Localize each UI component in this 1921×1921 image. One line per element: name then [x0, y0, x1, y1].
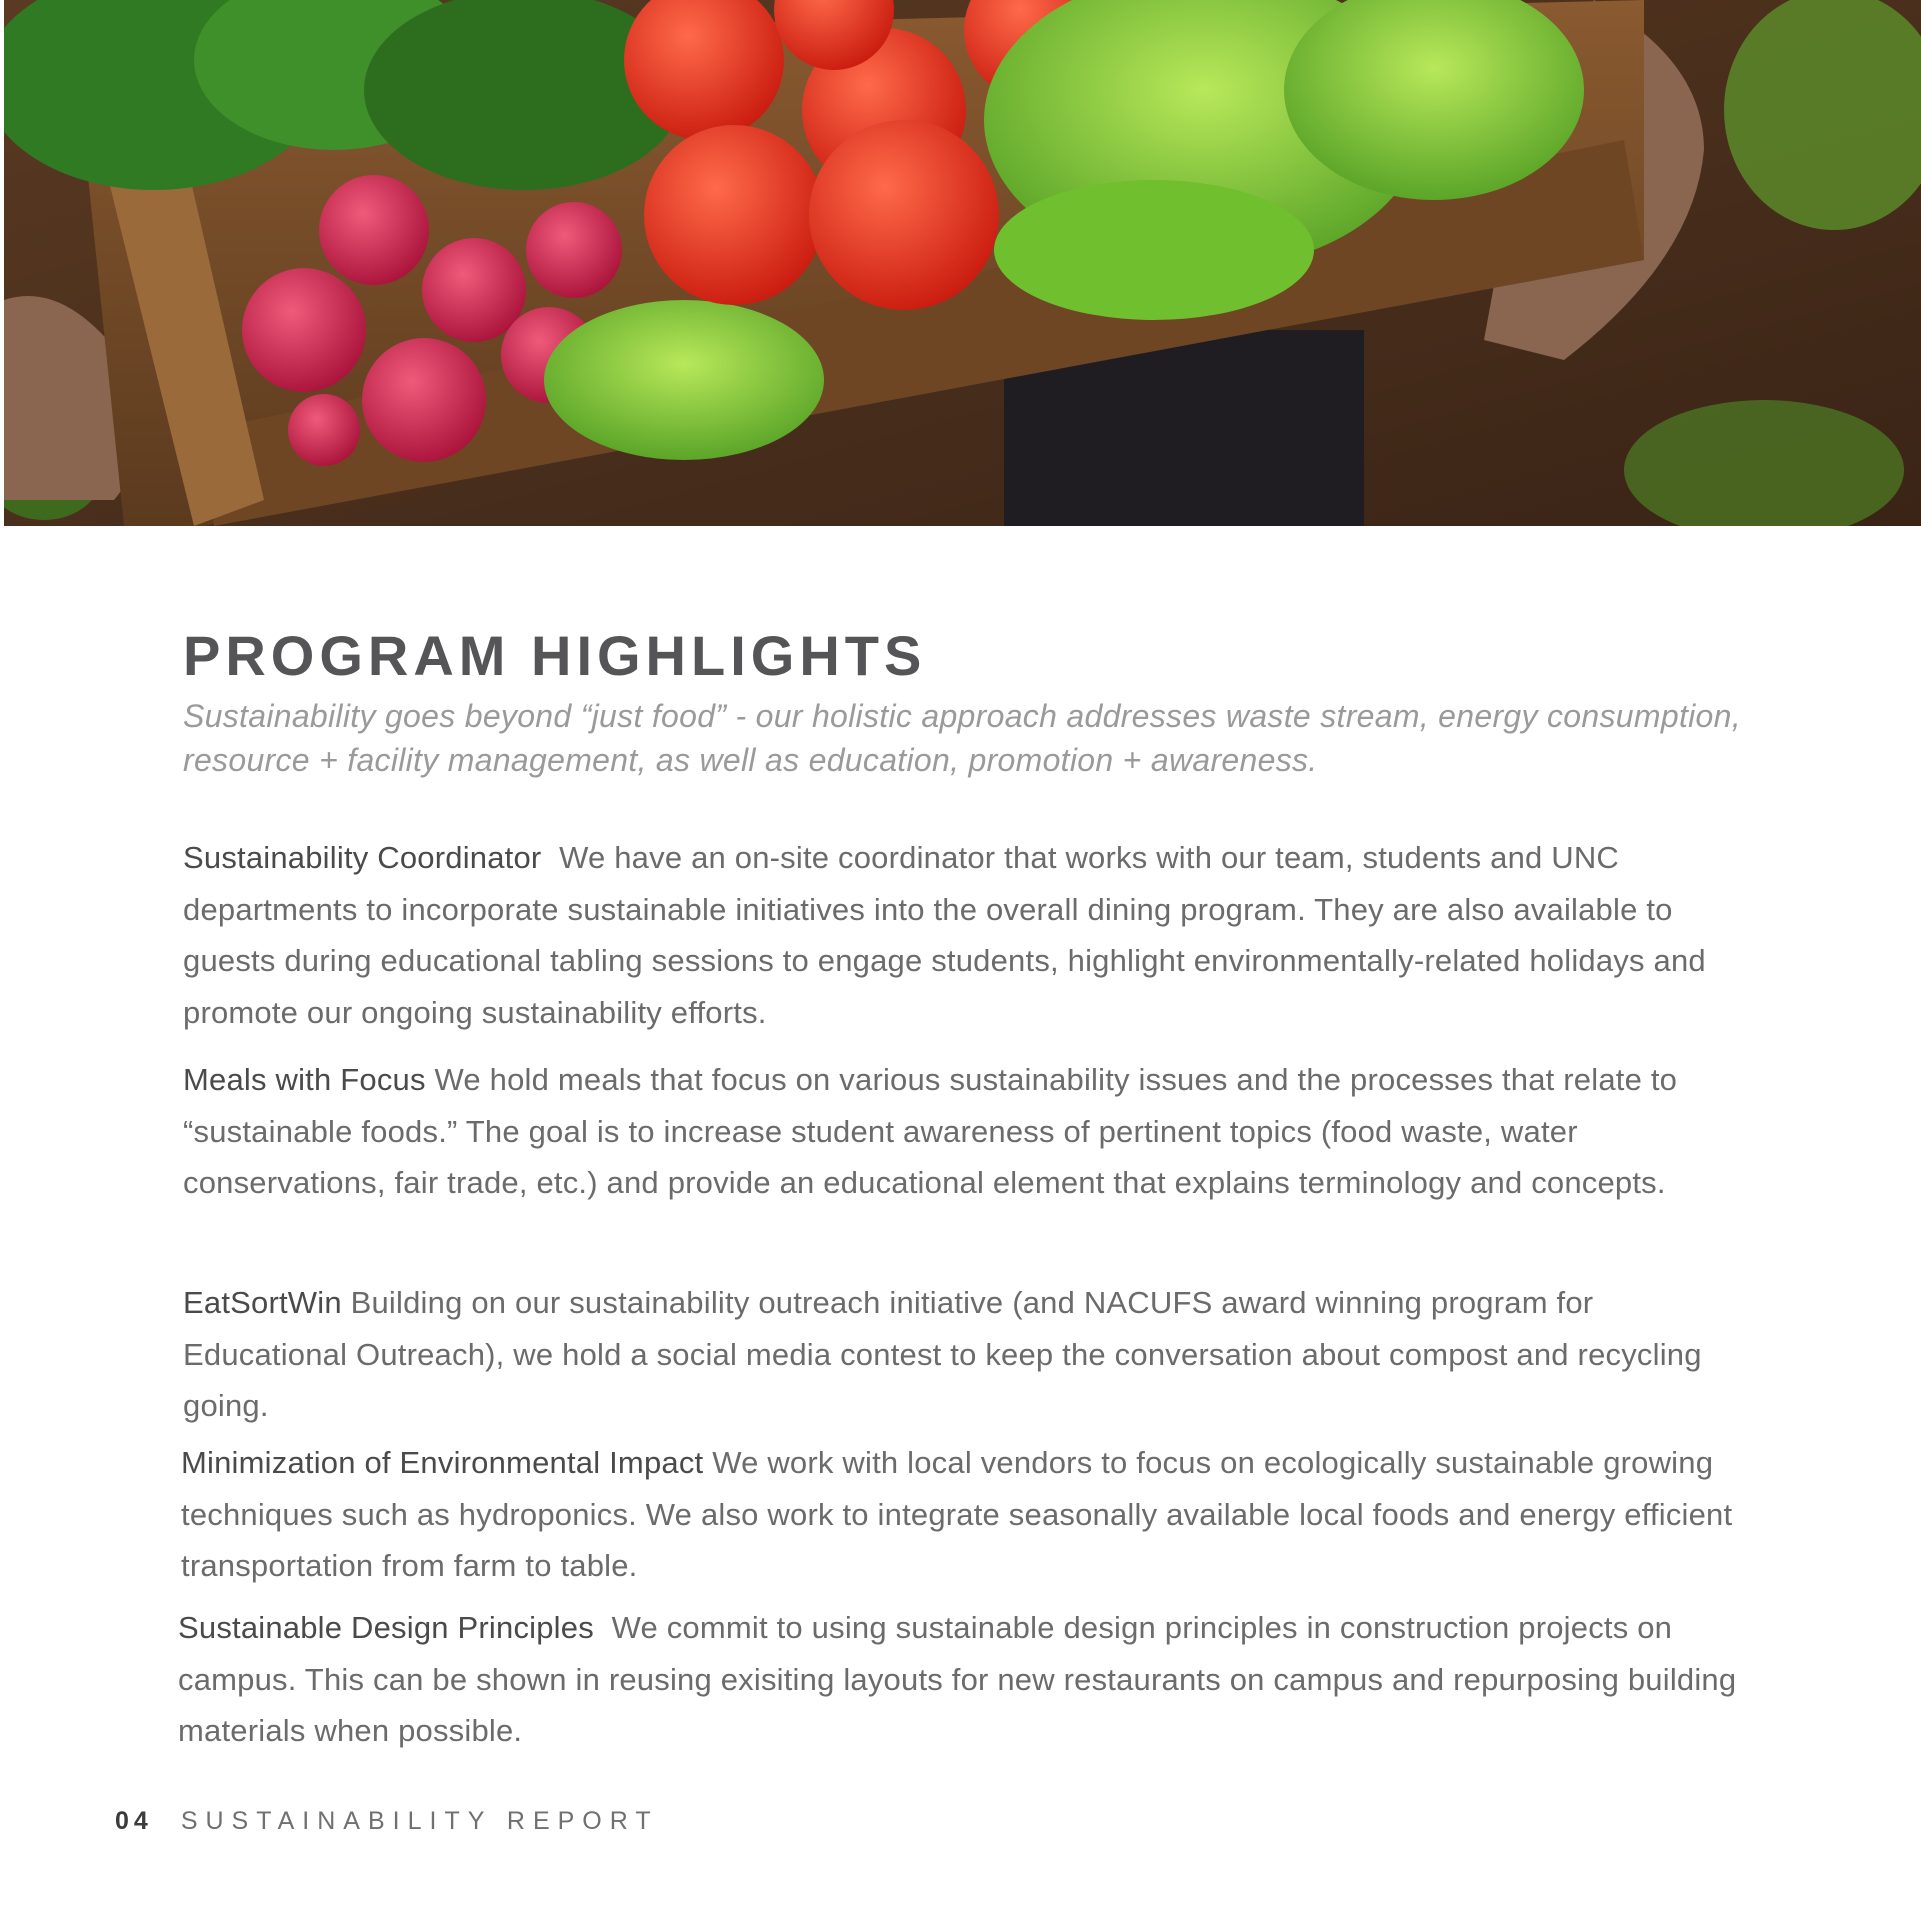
- section-body: We commit to using sustainable design principles in construction projects on campus. This can be shown in reusing exisiting layouts for new restaurants on campus and repurposing building materials when possible.: [178, 1610, 1737, 1748]
- page-title: PROGRAM HIGHLIGHTS: [183, 624, 927, 687]
- section-body: We work with local vendors to focus on ecologically sustainable growing techniques such as hydroponics. We also work to integrate seasonally available local foods and energy efficient transportation from farm to table.: [181, 1445, 1733, 1583]
- page-footer: [115, 1803, 659, 1839]
- section-heading: Minimization of Environmental Impact: [181, 1445, 704, 1480]
- report-label: SUSTAINABILITY REPORT: [180, 1807, 659, 1835]
- page-subtitle: Sustainability goes beyond “just food” - our holistic approach addresses waste stream, energy consumption, resource + facility management, as well as education, promotion + awareness.: [183, 698, 1741, 778]
- vegetable-crate-icon: [4, 0, 1921, 526]
- section-meals-with-focus: [183, 1054, 1763, 1209]
- section-sustainability-coordinator: [183, 832, 1763, 1038]
- hero-photo: [4, 0, 1921, 526]
- section-heading: Sustainability Coordinator: [183, 840, 542, 875]
- section-body: Building on our sustainability outreach initiative (and NACUFS award winning program for Educational Outreach), we hold a social media contest to keep the conversation about compost and recycling going.: [183, 1285, 1702, 1423]
- page-number: 04: [115, 1807, 153, 1835]
- section-eatsortwin: [183, 1277, 1763, 1432]
- section-minimization-of-environmental-impact: [181, 1437, 1761, 1592]
- section-heading: Sustainable Design Principles: [178, 1610, 594, 1645]
- section-sustainable-design-principles: [178, 1602, 1758, 1757]
- section-body: We hold meals that focus on various sustainability issues and the processes that relate to “sustainable foods.” The goal is to increase student awareness of pertinent topics (food waste, water conservations, fair trade, etc.) and provide an educational element that explains terminology and concepts.: [183, 1062, 1678, 1200]
- section-heading: EatSortWin: [183, 1285, 342, 1320]
- section-heading: Meals with Focus: [183, 1062, 426, 1097]
- section-body: We have an on-site coordinator that works with our team, students and UNC departments to incorporate sustainable initiatives into the overall dining program. They are also available to guests during educational tabling sessions to engage students, highlight environmentally-related holidays and promote our ongoing sustainability efforts.: [183, 840, 1706, 1030]
